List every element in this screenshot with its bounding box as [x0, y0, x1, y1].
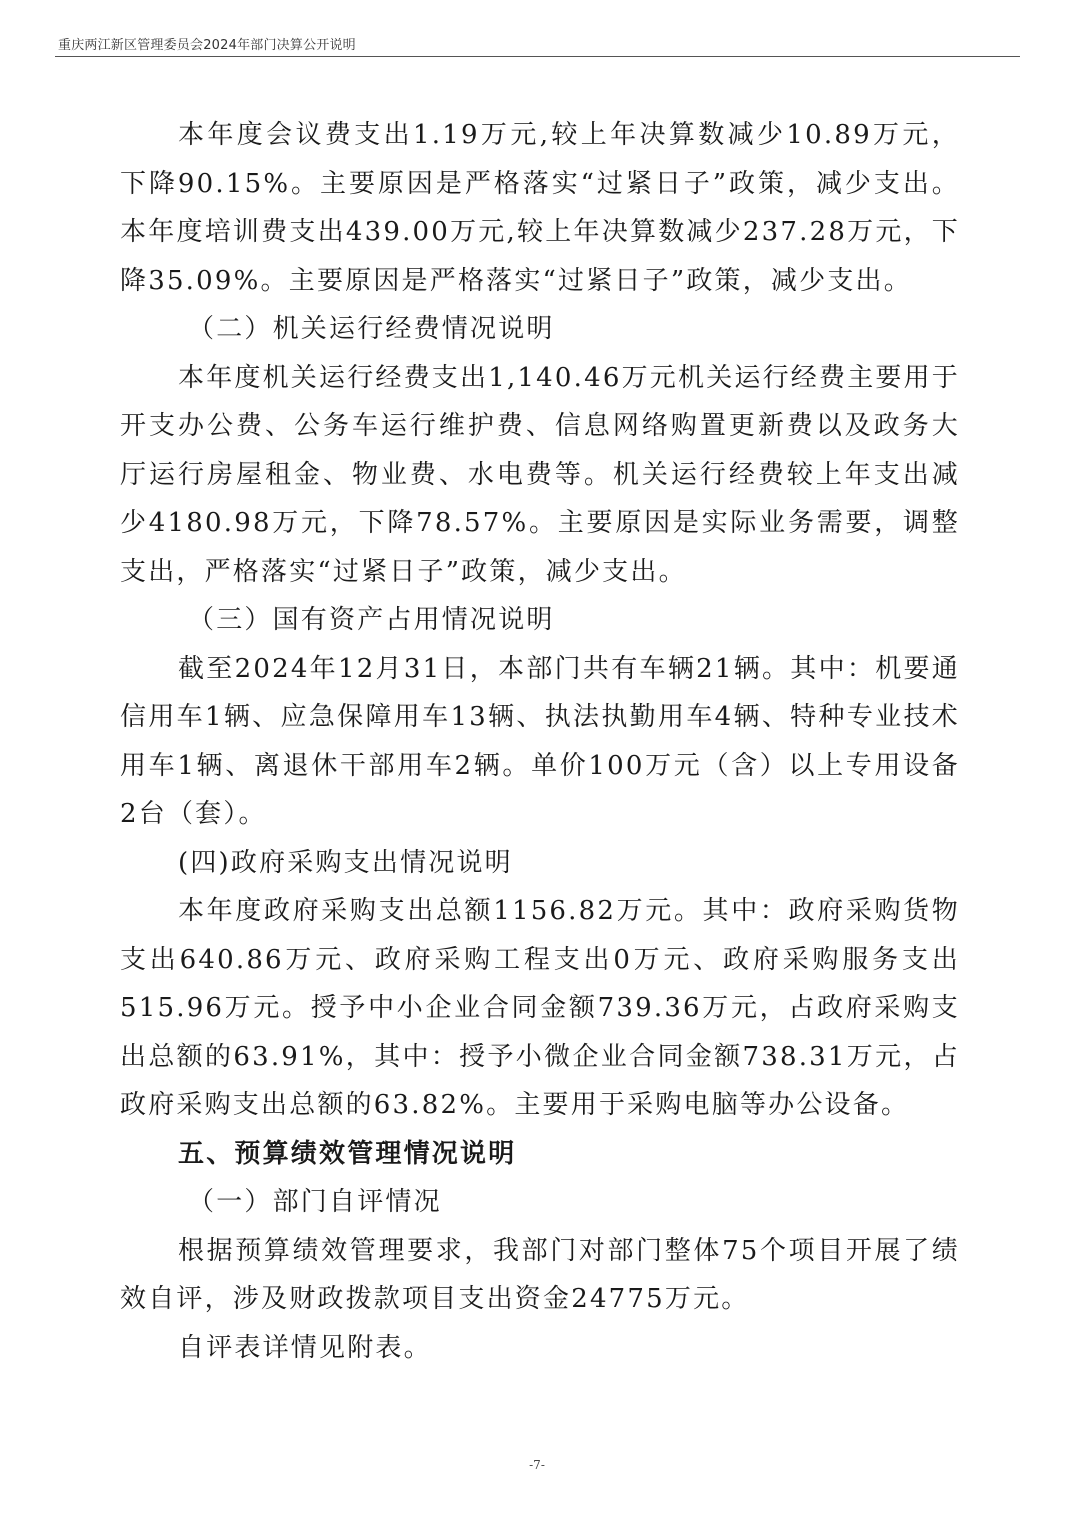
chapter-heading-performance: 五、预算绩效管理情况说明 — [178, 1138, 517, 1169]
section-heading-procurement: (四)政府采购支出情况说明 — [178, 847, 513, 878]
paragraph-operating-expenses: 本年度机关运行经费支出1,140.46万元机关运行经费主要用于开支办公费、公务车运行维护费、信息网络购置更新费以及政务大厅运行房屋租金、物业费、水电费等。机关运行经费较上年支出减少4180.98万元，下降78.57%。主要原因是实际业务需要，调整支出，严格落实“过紧日子”政策，减少支出。 — [120, 362, 960, 587]
paragraph-self-evaluation: 根据预算绩效管理要求，我部门对部门整体75个项目开展了绩效自评，涉及财政拨款项目支出资金24775万元。 — [120, 1235, 960, 1314]
document-body — [120, 111, 960, 1372]
paragraph-meeting-training-fees: 本年度会议费支出1.19万元,较上年决算数减少10.89万元，下降90.15%。主要原因是严格落实“过紧日子”政策，减少支出。本年度培训费支出439.00万元,较上年决算数减少237.28万元，下降35.09%。主要原因是严格落实“过紧日子”政策，减少支出。 — [120, 120, 960, 296]
paragraph-state-assets: 截至2024年12月31日，本部门共有车辆21辆。其中：机要通信用车1辆、应急保障用车13辆、执法执勤用车4辆、特种专业技术用车1辆、离退休干部用车2辆。单价100万元（含）以上专用设备2台（套）。 — [120, 653, 960, 829]
section-heading-operating-expenses: （二）机关运行经费情况说明 — [188, 314, 555, 344]
page-number: -7- — [529, 1458, 545, 1472]
paragraph-appendix-note: 自评表详情见附表。 — [178, 1332, 432, 1363]
header-rule — [55, 56, 1020, 57]
section-heading-self-evaluation: （一）部门自评情况 — [188, 1187, 442, 1217]
section-heading-state-assets: （三）国有资产占用情况说明 — [188, 605, 555, 635]
running-header: 重庆两江新区管理委员会2024年部门决算公开说明 — [58, 38, 356, 53]
paragraph-procurement: 本年度政府采购支出总额1156.82万元。其中：政府采购货物支出640.86万元、政府采购工程支出0万元、政府采购服务支出515.96万元。授予中小企业合同金额739.36万元，占政府采购支出总额的63.91%，其中：授予小微企业合同金额738.31万元，占政府采购支出总额的63.82%。主要用于采购电脑等办公设备。 — [120, 896, 960, 1120]
